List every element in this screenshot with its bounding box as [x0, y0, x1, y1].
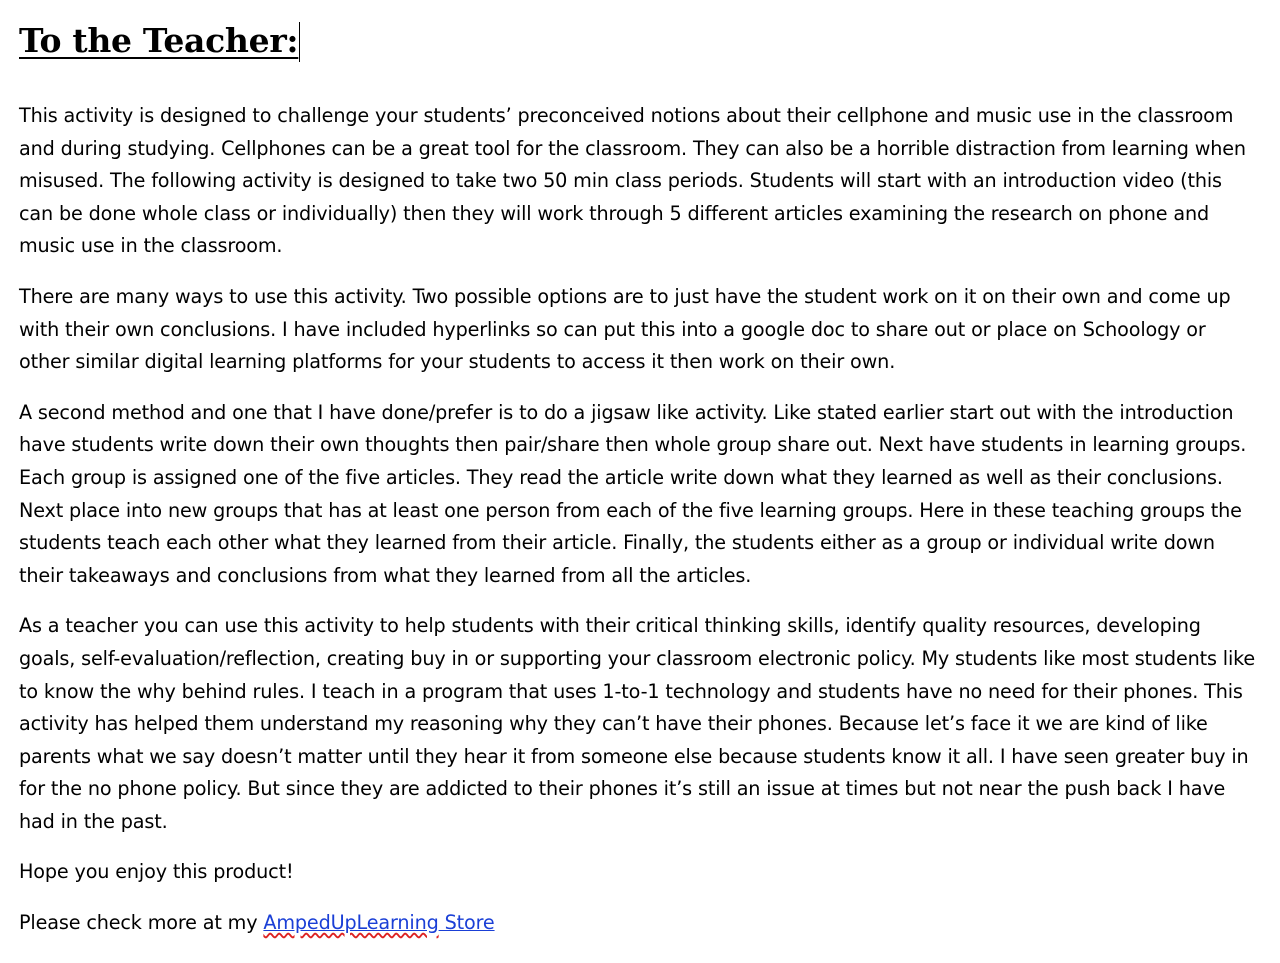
store-link-suffix[interactable]: Store [438, 911, 495, 935]
paragraph-jigsaw: A second method and one that I have done/prefer is to do a jigsaw like activity. Like stated earlier start out with the introduction have students write down their own thoughts then pair/share then whole group share out. Next have students in learning groups. Each group is assigned one of the five articles. They read the article write down what they learned as well as their conclusions. Next place into new groups that has at least one person from each of the five learning groups. Here in these teaching groups the students teach each other what they learned from their article. Finally, the students either as a group or individual write down their takeaways and conclusions from what they learned from all the articles. [19, 400, 1247, 587]
paragraph-enjoy: Hope you enjoy this product! [19, 860, 294, 884]
closing-prefix: Please check more at my [19, 911, 264, 935]
closing-line [19, 907, 1260, 940]
document-heading[interactable]: To the Teacher: [19, 21, 299, 60]
store-link[interactable] [263, 911, 494, 934]
paragraph-benefits: As a teacher you can use this activity to help students with their critical thinking skills, identify quality resources, developing goals, self-evaluation/reflection, creating buy in or supporting your classroom electronic policy. My students like most students like to know the why behind rules. I teach in a program that uses 1-to-1 technology and students have no need for their phones. This activity has helped them understand my reasoning why they can’t have their phones. Because let’s face it we are kind of like parents what we say doesn’t matter until they hear it from someone else because students know it all. I have seen greater buy in for the no phone policy. But since they are addicted to their phones it’s still an issue at times but not near the push back I have had in the past. [19, 614, 1256, 833]
store-link-name[interactable]: AmpedUpLearning [263, 911, 439, 935]
text-cursor [299, 22, 300, 62]
paragraph-intro: This activity is designed to challenge your students’ preconceived notions about their cellphone and music use in the classroom and during studying. Cellphones can be a great tool for the classroom. They can also be a horrible distraction from learning when misused. The following activity is designed to take two 50 min class periods. Students will start with an introduction video (this can be done whole class or individually) then they will work through 5 different articles examining the research on phone and music use in the classroom. [19, 104, 1246, 258]
heading-row [19, 18, 1260, 68]
paragraph-options: There are many ways to use this activity. Two possible options are to just have the student work on it on their own and come up with their own conclusions. I have included hyperlinks so can put this into a google doc to share out or place on Schoology or other similar digital learning platforms for your students to access it then work on their own. [19, 284, 1231, 374]
